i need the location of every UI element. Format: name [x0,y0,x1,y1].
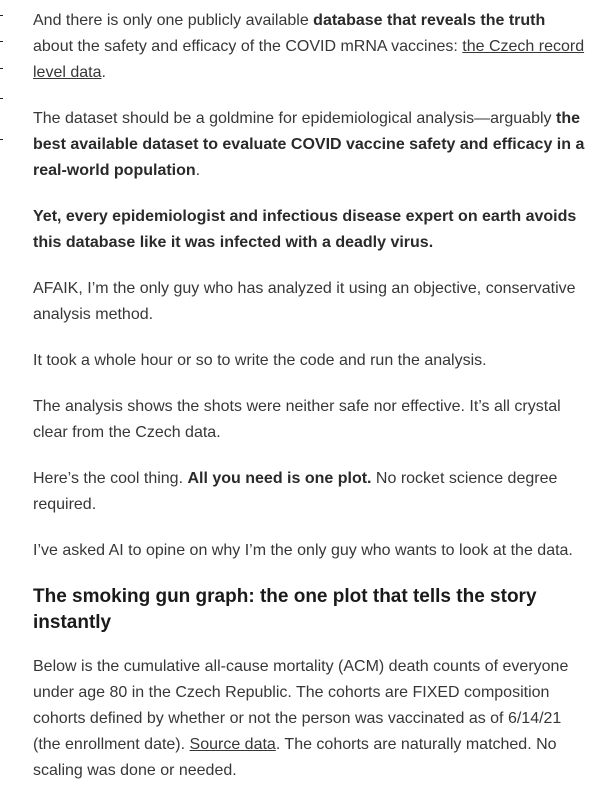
article-body [33,8,585,804]
edge-mark [0,41,3,42]
paragraph-avoidance: Yet, every epidemiologist and infectious disease expert on earth avoids this database like it was infected with a deadly virus. [33,208,577,251]
edge-mark [0,68,3,69]
paragraph-dataset: The dataset should be a goldmine for epidemiological analysis—arguably the best available dataset to evaluate COVID vaccine safety and efficacy in a real-world population. [33,110,585,179]
source-data-link[interactable]: Source data [189,736,276,753]
paragraph-intro: And there is only one publicly available database that reveals the truth about the safety and efficacy of the COVID mRNA vaccines: the Czech record level data. [33,12,585,81]
paragraph-afaik: AFAIK, I’m the only guy who has analyzed it using an objective, conservative analysis method. [33,280,576,323]
edge-mark [0,15,3,16]
section-heading: The smoking gun graph: the one plot that tells the story instantly [33,586,537,633]
czech-data-link[interactable]: the Czech record level data [33,38,585,81]
edge-mark [0,139,3,140]
paragraph-hour: It took a whole hour or so to write the code and run the analysis. [33,352,487,369]
edge-mark [0,98,3,99]
paragraph-analysis: The analysis shows the shots were neither safe nor effective. It’s all crystal clear from the Czech data. [33,398,561,441]
paragraph-one-plot: Here’s the cool thing. All you need is one plot. No rocket science degree required. [33,470,558,513]
paragraph-graph-description: Below is the cumulative all-cause mortality (ACM) death counts of everyone under age 80 in the Czech Republic. The cohorts are FIXED composition cohorts defined by whether or not the person was vaccinated as of 6/14/21 (the enrollment date). Source data. The cohorts are naturally matched. No scaling was done or needed. [33,658,569,779]
paragraph-ai: I’ve asked AI to opine on why I’m the only guy who wants to look at the data. [33,542,573,559]
